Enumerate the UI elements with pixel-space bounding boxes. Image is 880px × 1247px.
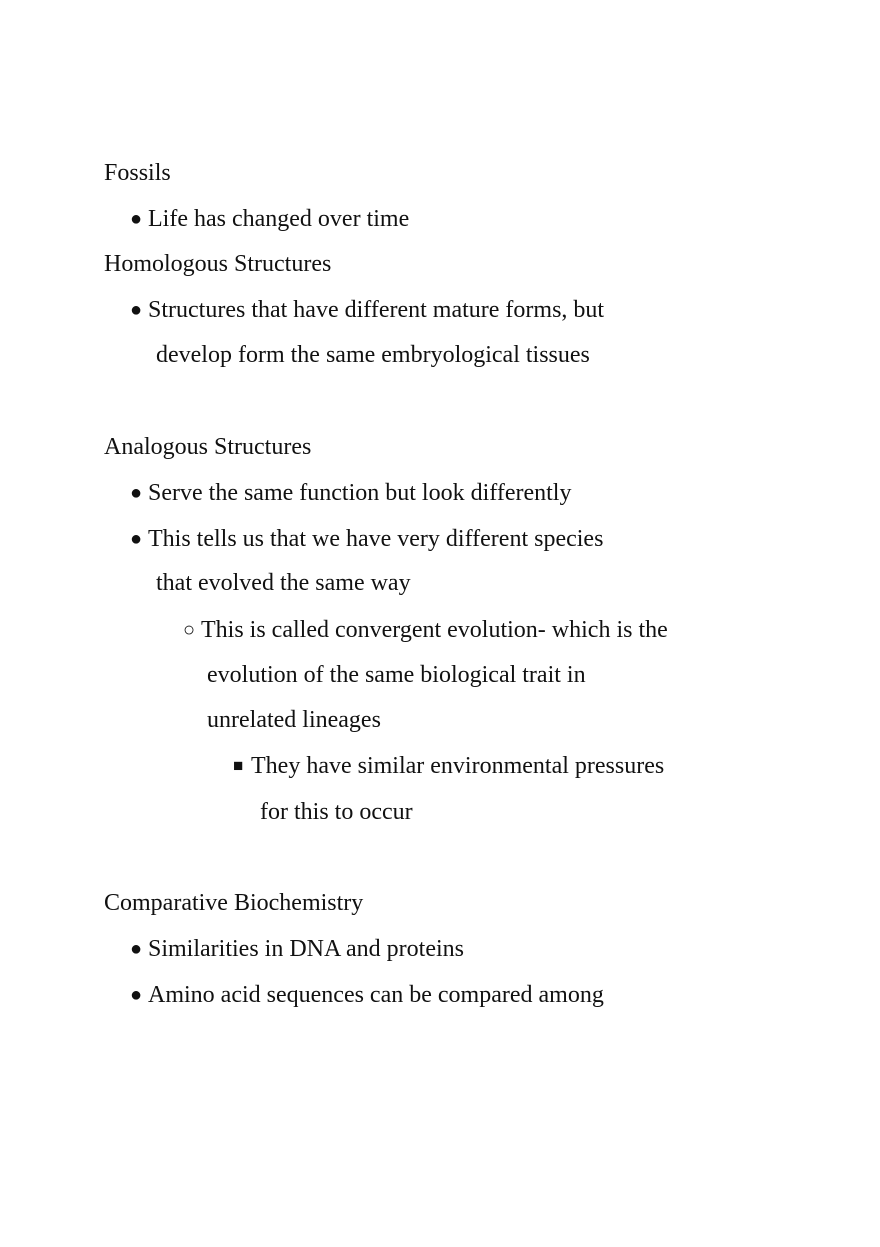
- hollow-bullet-icon: ○: [183, 619, 196, 641]
- filled-bullet-icon: ●: [130, 482, 143, 504]
- filled-bullet-icon: ●: [130, 984, 143, 1006]
- list-item-text: This is called convergent evolution- which is the: [201, 617, 668, 643]
- list-item-text: Similarities in DNA and proteins: [148, 936, 464, 962]
- filled-bullet-icon: ●: [130, 938, 143, 960]
- list-item-text: Structures that have different mature forms, but: [148, 297, 605, 323]
- list-item-text: Serve the same function but look differently: [148, 480, 572, 506]
- heading-text: Homologous Structures: [104, 251, 332, 277]
- list-item-text: unrelated lineages: [207, 707, 381, 733]
- square-bullet-icon: ■: [233, 756, 244, 775]
- filled-bullet-icon: ●: [130, 528, 143, 550]
- list-item-text: They have similar environmental pressures: [251, 753, 665, 779]
- heading-text: Comparative Biochemistry: [104, 890, 364, 916]
- heading-text: Fossils: [104, 160, 171, 186]
- filled-bullet-icon: ●: [130, 299, 143, 321]
- list-item-text: evolution of the same biological trait in: [207, 662, 586, 688]
- list-item-text: Amino acid sequences can be compared among: [148, 982, 604, 1008]
- list-item-text: develop form the same embryological tissues: [156, 342, 590, 368]
- list-item-text: This tells us that we have very different species: [148, 526, 604, 552]
- heading-text: Analogous Structures: [104, 434, 312, 460]
- filled-bullet-icon: ●: [130, 208, 143, 230]
- list-item-text: Life has changed over time: [148, 206, 410, 232]
- list-item-text: that evolved the same way: [156, 570, 411, 596]
- list-item-text: for this to occur: [260, 799, 413, 825]
